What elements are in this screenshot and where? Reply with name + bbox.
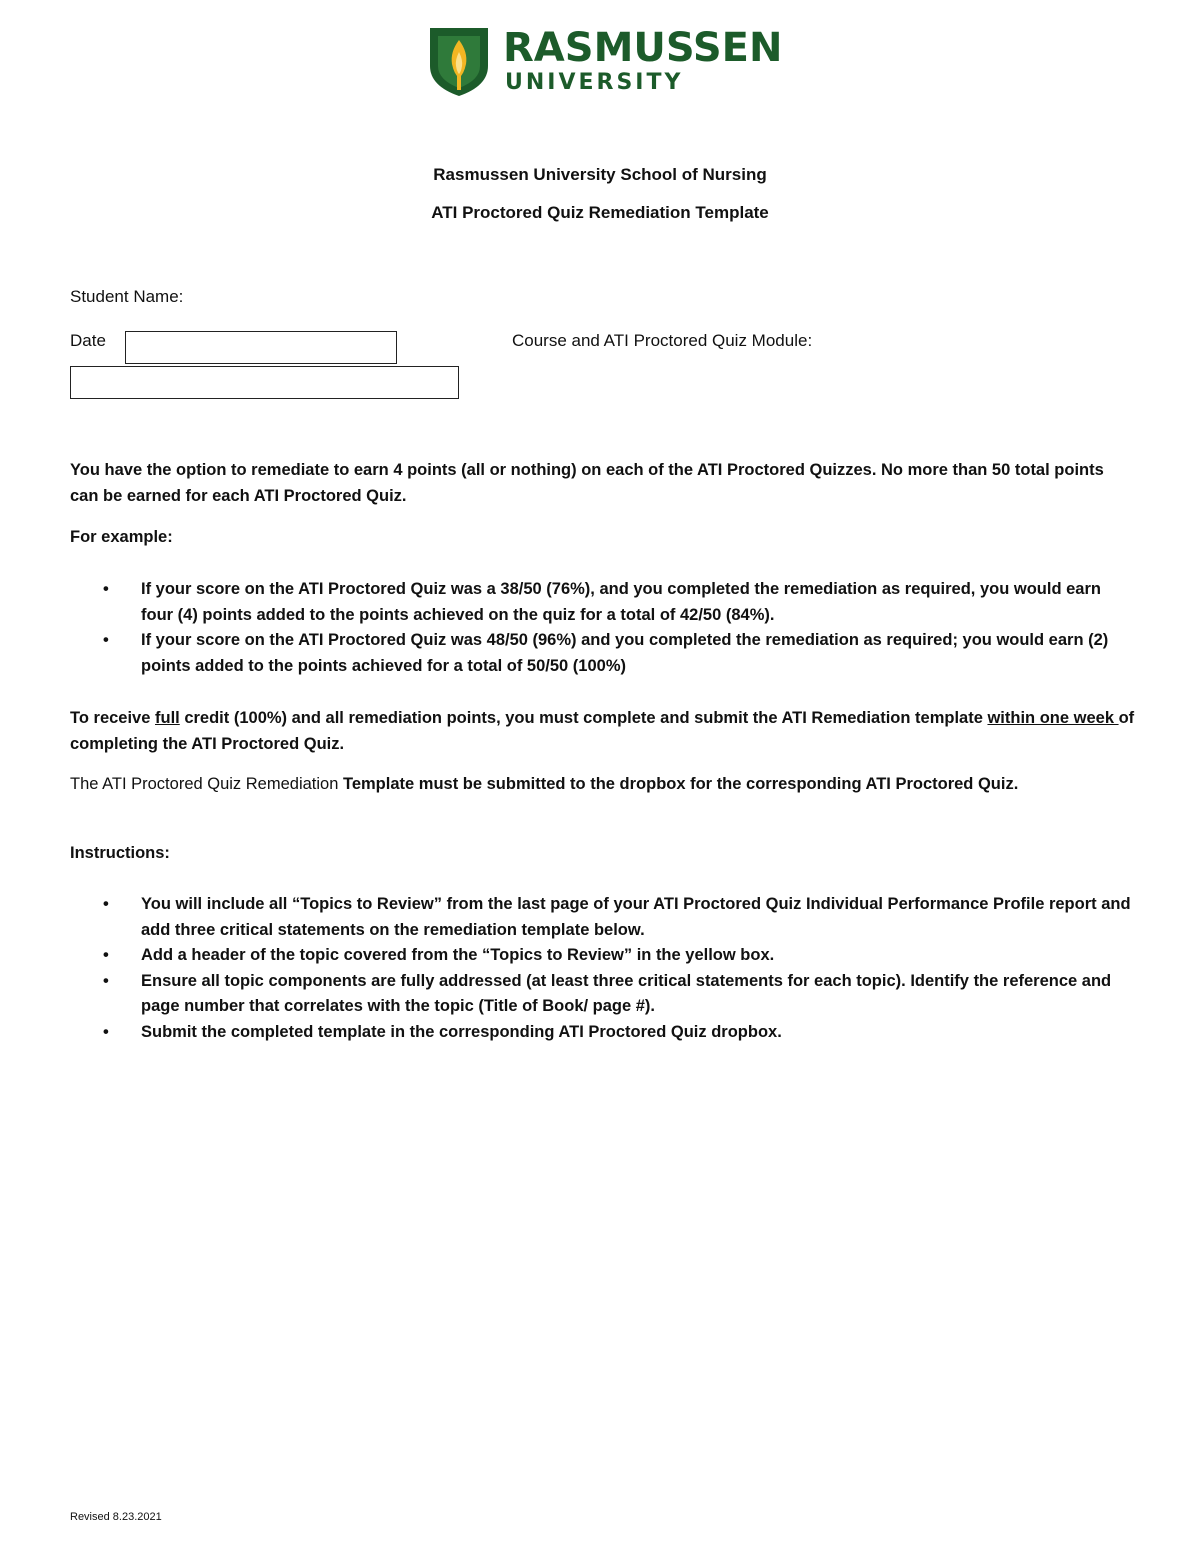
date-input-box[interactable] [125,331,397,364]
university-logo [428,25,783,100]
list-item [70,577,1135,628]
course-module-input-box[interactable] [70,366,459,399]
bullet-icon: • [103,631,109,649]
instruction-item-2: Add a header of the topic covered from the “Topics to Review” in the yellow box. [141,946,775,964]
logo-brand-sub: UNIVERSITY [505,70,684,95]
bullet-icon: • [103,895,109,913]
template-title: ATI Proctored Quiz Remediation Template [431,203,769,222]
instructions-list [70,892,1135,1045]
credit-paragraph [70,705,1135,757]
bullet-icon: • [103,946,109,964]
list-item [70,892,1135,943]
logo-wordmark [503,26,782,96]
intro-paragraph: You have the option to remediate to earn 4 points (all or nothing) on each of the ATI Proctored Quizzes. No more than 50 total points can be earned for each ATI Proctored Quiz. [70,461,1104,505]
bullet-icon: • [103,580,109,598]
bullet-icon: • [103,1022,109,1041]
list-item [70,1020,1135,1046]
instructions-heading: Instructions: [70,844,170,862]
date-label: Date [70,331,106,350]
dropbox-text-1: The ATI Proctored Quiz Remediation [70,775,343,793]
dropbox-paragraph [70,771,1135,797]
dropbox-text-2: Template must be submitted to the dropbox for the corresponding ATI Proctored Quiz. [342,775,1019,793]
instruction-item-3: Ensure all topic components are fully addressed (at least three critical statements for each topic). Identify the reference and page number that correlates with the topic (Title of Book/ page #). [141,971,1112,1015]
example-heading: For example: [70,528,173,546]
example-list [70,577,1135,679]
list-item [70,943,1135,969]
instruction-item-4: Submit the completed template in the corresponding ATI Proctored Quiz dropbox. [141,1022,782,1041]
list-item [70,628,1135,679]
credit-within-one-week: within one week [987,709,1119,727]
list-item [70,969,1135,1020]
example-item-2: If your score on the ATI Proctored Quiz was 48/50 (96%) and you completed the remediation as required; you would earn (2) points added to the points achieved for a total of 50/50 (100%) [141,631,1109,675]
credit-text-1: To receive [70,709,155,727]
course-module-label: Course and ATI Proctored Quiz Module: [512,331,813,350]
student-name-label: Student Name: [70,287,184,306]
credit-text-3: of completing the ATI Proctored Quiz. [70,709,1135,753]
credit-text-2: credit (100%) and all remediation points, you must complete and submit the ATI Remediation template [179,709,988,727]
credit-full: full [155,709,180,727]
revised-date: Revised 8.23.2021 [70,1511,162,1523]
school-title: Rasmussen University School of Nursing [433,165,767,184]
example-item-1: If your score on the ATI Proctored Quiz was a 38/50 (76%), and you completed the remediation as required, you would earn four (4) points added to the points achieved on the quiz for a total of 42/50 (84%). [141,580,1101,624]
instruction-item-1: You will include all “Topics to Review” from the last page of your ATI Proctored Quiz Individual Performance Profile report and add three critical statements on the remediation template below. [141,895,1131,939]
flame-shield-icon [428,26,490,98]
bullet-icon: • [103,971,109,990]
logo-brand-name: RASMUSSEN [503,25,783,71]
